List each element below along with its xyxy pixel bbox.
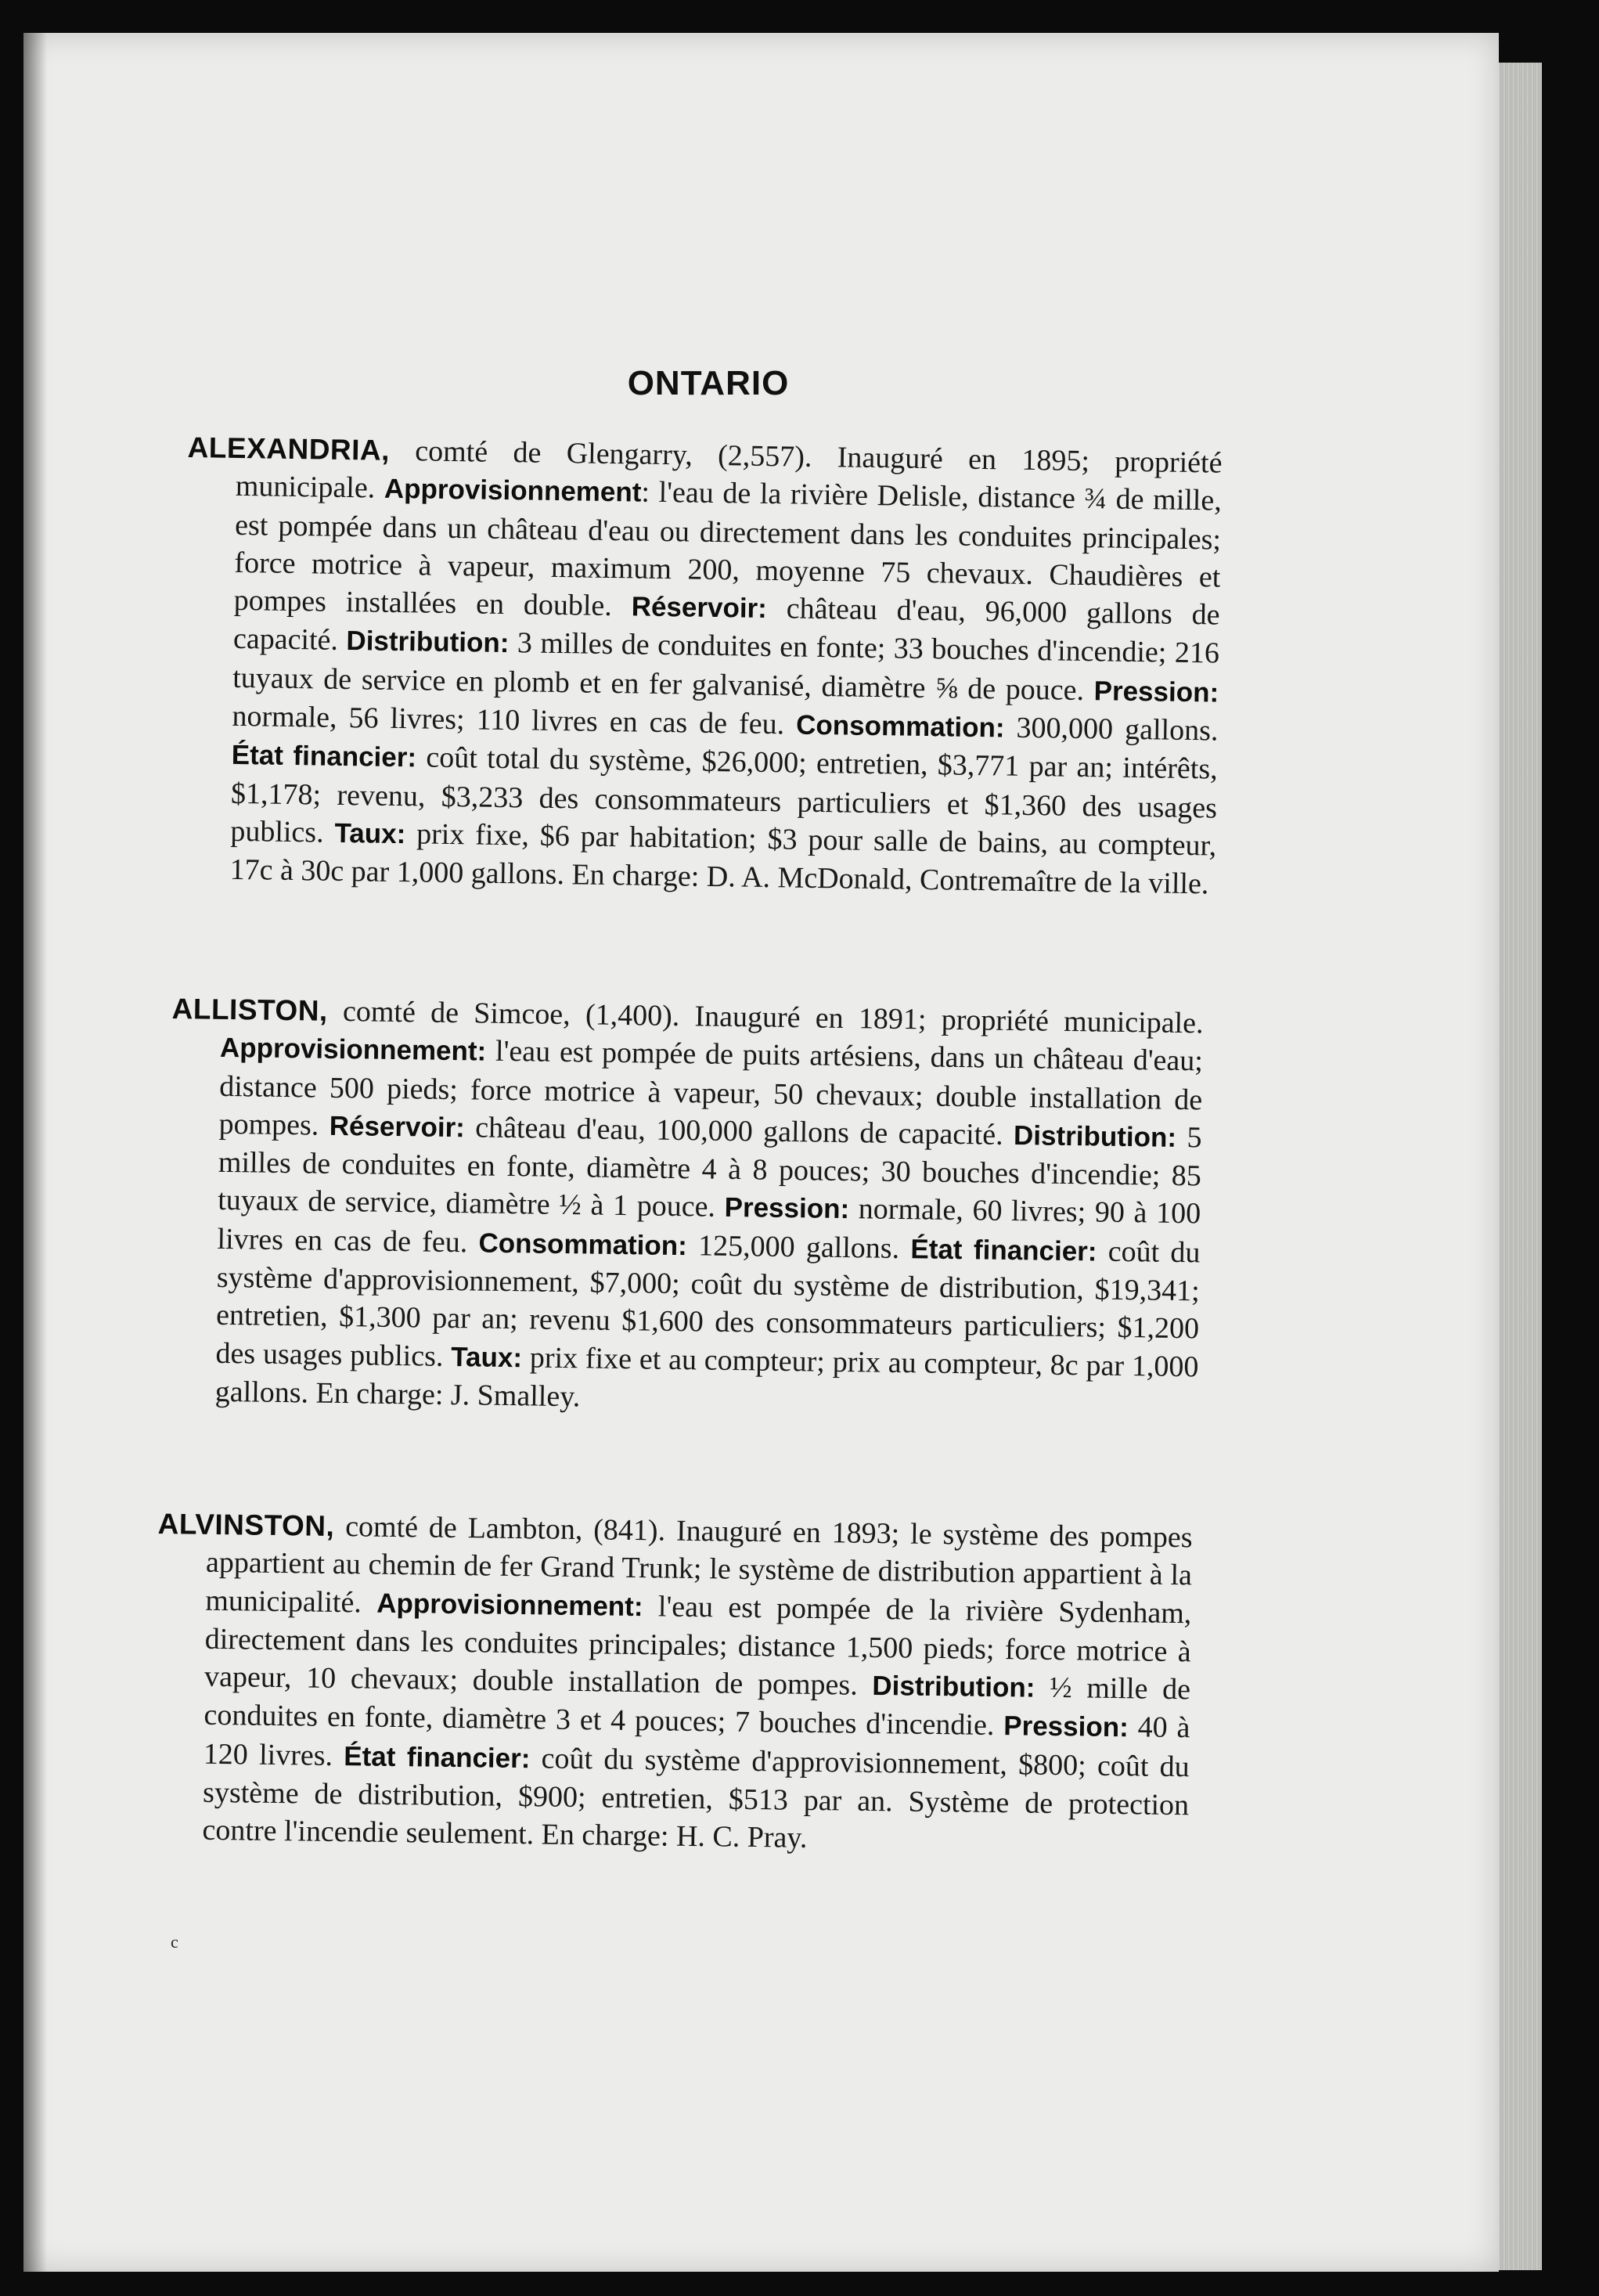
entry-text: prix fixe, $6 par habitation; $3 pour salle de bains, au compteur, 17c à 30c par 1,000 gallons. En charge: D. A. McDonald, Contremaître de la ville. (229, 817, 1217, 901)
section-keyword: Distribution: (872, 1671, 1035, 1703)
section-keyword: Distribution: (1013, 1119, 1177, 1153)
entry-text: coût total du système, $26,000; entretien, $3,771 par an; intérêts, $1,178; revenu, $3,233 des consommateurs particuliers et $1,360 des usages publics. (230, 741, 1219, 849)
section-keyword: État financier: (910, 1233, 1097, 1267)
entry-text: comté de Simcoe, (1,400). Inauguré en 1891; propriété municipale. (327, 994, 1204, 1040)
section-keyword: Distribution: (346, 625, 510, 659)
town-name: ALLISTON, (171, 992, 329, 1027)
entry-text: 300,000 gallons. (1004, 711, 1219, 748)
entry-text: 125,000 gallons. (686, 1229, 911, 1265)
entry-text: l'eau est pompée de puits artésiens, dans un château d'eau; distance 500 pieds; force motrice à vapeur, 50 chevaux; double installation de pompes. (218, 1034, 1204, 1142)
section-keyword: Taux: (451, 1341, 523, 1373)
entry-text: 40 à 120 livres. (203, 1710, 1190, 1772)
entry-paragraph (153, 1505, 1193, 1862)
section-keyword: Consommation: (795, 709, 1005, 744)
section-keyword: Réservoir: (329, 1110, 466, 1144)
entry-paragraph (181, 429, 1223, 903)
entry-text: comté de Lambton, (841). Inauguré en 1893; le système des pompes appartient au chemin de fer Grand Trunk; le système de distribution appartient à la municipalité. (205, 1509, 1193, 1620)
page-heading: ONTARIO (627, 364, 790, 402)
entry-text: coût du système d'approvisionnement, $800; coût du système de distribution, $900; entretien, $513 par an. Système de protection contre l'incendie seulement. En charge: H. C. Pray. (202, 1742, 1190, 1855)
section-keyword: Consommation: (478, 1227, 688, 1261)
entry-paragraph (167, 990, 1204, 1425)
entry-text: prix fixe et au compteur; prix au compteur, 8c par 1,000 gallons. En charge: J. Smalley. (214, 1340, 1199, 1414)
section-keyword: Pression: (1003, 1710, 1129, 1743)
entry-text: ½ mille de conduites en fonte, diamètre 3 et 4 pouces; 7 bouches d'incendie. (203, 1671, 1191, 1743)
entry-text: coût du système d'approvisionnement, $7,000; coût du système de distribution, $19,341; entretien, $1,300 par an; revenu $1,600 des consommateurs particuliers; $1,200 des usages publics. (215, 1235, 1201, 1373)
entry-text: château d'eau, 100,000 gallons de capacité. (464, 1111, 1014, 1152)
entry-text: 3 milles de conduites en fonte; 33 bouches d'incendie; 216 tuyaux de service en plomb et en fer galvanisé, diamètre ⅝ de pouce. (232, 626, 1220, 707)
section-keyword: Approvisionnement (384, 474, 642, 508)
entry-text: l'eau est pompée de la rivière Sydenham, directement dans les conduites principales; distance 1,500 pieds; force motrice à vapeur, 10 chevaux; double installation de pompes. (203, 1589, 1192, 1703)
section-keyword: État financier: (231, 740, 417, 773)
entry-alvinston (153, 1505, 1193, 1862)
section-keyword: Taux: (334, 817, 406, 850)
town-name: ALVINSTON, (157, 1507, 335, 1542)
section-keyword: Pression: (1093, 675, 1219, 708)
entry-text: : l'eau de la rivière Delisle, distance ¾ de mille, est pompée dans un château d'eau ou directement dans les conduites principales; force motrice à vapeur, maximum 200, moyenne 75 chevaux. Chaudières et pompes installées en double. (233, 475, 1223, 623)
entry-alliston (167, 990, 1204, 1425)
section-keyword: Approvisionnement: (376, 1588, 643, 1622)
page-mark: c (171, 1932, 178, 1952)
section-keyword: Réservoir: (631, 591, 768, 625)
entry-text: 5 milles de conduites en fonte, diamètre 4 à 8 pouces; 30 bouches d'incendie; 85 tuyaux de service, diamètre ½ à 1 pouce. (217, 1120, 1202, 1224)
entry-text: normale, 60 livres; 90 à 100 livres en cas de feu. (217, 1192, 1201, 1260)
town-name: ALEXANDRIA, (187, 431, 391, 467)
section-keyword: Approvisionnement: (219, 1033, 487, 1067)
section-keyword: Pression: (724, 1192, 850, 1225)
entry-alexandria (181, 429, 1223, 903)
section-keyword: État financier: (344, 1740, 531, 1775)
entry-text: château d'eau, 96,000 gallons de capacité. (232, 592, 1220, 658)
entry-text: comté de Glengarry, (2,557). Inauguré en 1895; propriété municipale. (235, 434, 1223, 506)
entry-text: normale, 56 livres; 110 livres en cas de feu. (232, 699, 797, 741)
